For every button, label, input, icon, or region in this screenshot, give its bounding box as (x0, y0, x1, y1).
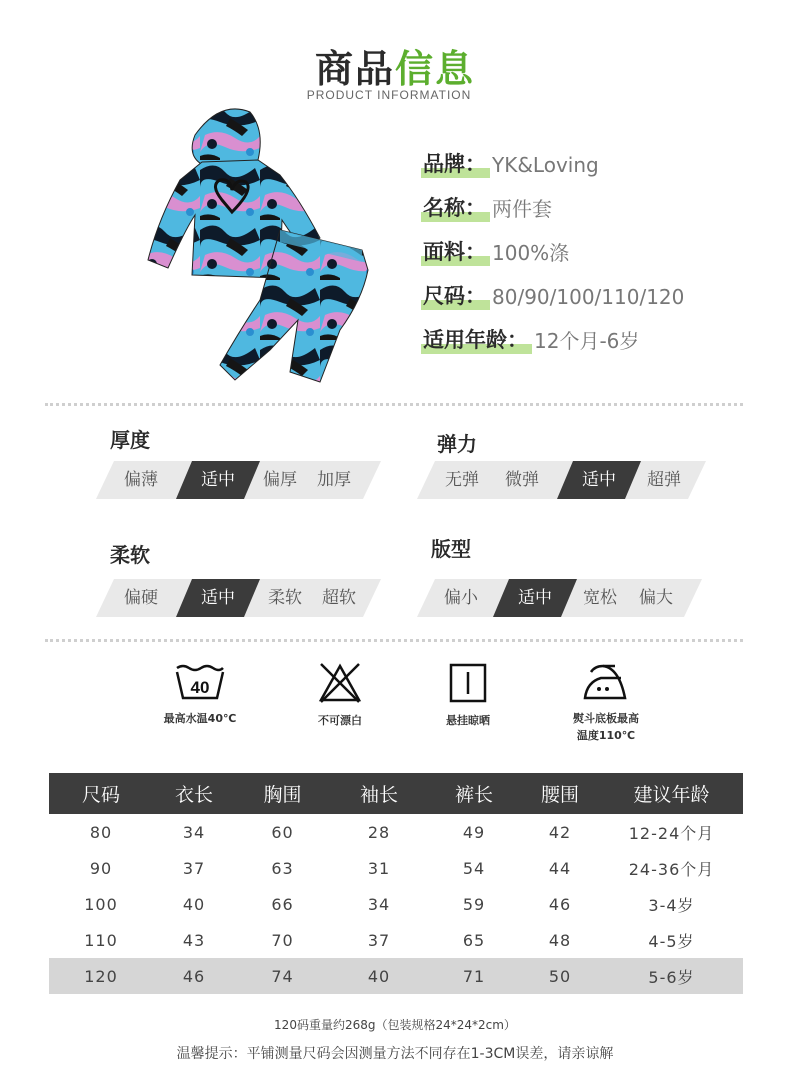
page-title (0, 38, 790, 93)
scale-option: 无弹 (445, 470, 479, 490)
scale-option: 宽松 (583, 588, 617, 608)
care-label: 不可漂白 (318, 714, 362, 727)
table-cell: 70 (271, 930, 294, 950)
page-subtitle: PRODUCT INFORMATION (306, 88, 472, 102)
attr-title-fit (431, 533, 471, 562)
table-cell: 4-5岁 (648, 931, 695, 951)
table-header-row (49, 773, 743, 814)
table-row (49, 850, 743, 886)
attr-title-text: 版型 (431, 537, 471, 561)
care-label-line: 熨斗底板最高 (573, 712, 639, 725)
info-row-fabric (423, 236, 684, 280)
table-cell: 43 (182, 930, 206, 950)
attr-title-thickness (110, 424, 150, 453)
scale-option-selected: 适中 (201, 470, 235, 490)
table-cell: 90 (89, 858, 113, 878)
table-cell: 37 (182, 858, 206, 878)
info-row-brand (423, 148, 684, 192)
dotted-divider (45, 403, 743, 406)
scale-option: 超软 (322, 588, 356, 608)
care-iron (556, 662, 656, 744)
table-cell: 3-4岁 (648, 895, 695, 915)
info-row-name (423, 192, 684, 236)
scale-option: 偏大 (639, 588, 673, 608)
table-cell: 37 (367, 930, 391, 950)
scale-option-selected: 适中 (582, 470, 616, 490)
table-cell: 31 (367, 858, 391, 878)
attr-title-text: 柔软 (110, 543, 150, 567)
care-hang-dry (428, 662, 508, 729)
info-label: 面料： (423, 236, 486, 268)
table-cell: 42 (548, 822, 572, 842)
attr-title-softness (110, 539, 150, 568)
scale-option: 偏厚 (263, 470, 297, 490)
wash-temp-text: 40 (190, 678, 210, 697)
attr-title-text: 弹力 (437, 432, 477, 456)
info-value: YK&Loving (492, 153, 599, 177)
column-header: 胸围 (235, 773, 330, 814)
table-cell: 24-36个月 (628, 859, 715, 879)
table-cell: 40 (330, 958, 428, 994)
info-row-sizes (423, 280, 684, 324)
table-cell: 60 (271, 822, 294, 842)
table-cell: 12-24个月 (628, 823, 715, 843)
table-cell: 54 (462, 858, 486, 878)
tie-dye-hoodie-and-pants-picture (140, 100, 380, 395)
table-cell: 120 (49, 958, 153, 994)
care-label: 最高水温40℃ (163, 712, 237, 725)
table-cell: 110 (84, 930, 118, 950)
title-main: 商品 (314, 47, 395, 91)
measurement-tip: 温馨提示：平铺测量尺码会因测量方法不同存在1-3CM误差，请亲谅解 (176, 1046, 614, 1062)
table-cell: 71 (428, 958, 520, 994)
info-value: 100%涤 (492, 241, 570, 265)
attr-title-elasticity (437, 428, 477, 457)
scale-option: 加厚 (317, 470, 351, 490)
info-value: 80/90/100/110/120 (492, 285, 685, 309)
care-no-bleach (300, 662, 380, 729)
elasticity-scale (417, 461, 706, 499)
scale-option-selected: 适中 (201, 588, 235, 608)
fit-scale (417, 579, 702, 617)
info-label: 尺码： (423, 280, 486, 312)
column-header: 腰围 (520, 773, 600, 814)
table-cell: 44 (548, 858, 572, 878)
attr-title-text: 厚度 (110, 428, 150, 452)
table-cell: 100 (84, 894, 118, 914)
info-label: 品牌： (423, 148, 486, 180)
info-value: 两件套 (492, 197, 552, 221)
column-header: 裤长 (428, 773, 520, 814)
table-row (49, 922, 743, 958)
table-row-highlighted (49, 958, 743, 994)
table-cell: 65 (462, 930, 486, 950)
care-label-line: 温度110℃ (576, 729, 636, 742)
care-label: 悬挂晾晒 (446, 714, 490, 727)
product-info-list (423, 148, 684, 368)
weight-note: 120码重量约268g（包装规格24*24*2cm） (274, 1018, 516, 1032)
no-bleach-icon (317, 662, 363, 704)
scale-option: 超弹 (647, 470, 681, 490)
table-cell: 34 (182, 822, 206, 842)
table-cell: 63 (271, 858, 294, 878)
column-header: 衣长 (153, 773, 235, 814)
scale-option-selected: 适中 (518, 588, 552, 608)
table-cell: 46 (548, 894, 572, 914)
thickness-scale (96, 461, 381, 499)
column-header: 尺码 (49, 773, 153, 814)
scale-option: 微弹 (505, 470, 539, 490)
table-cell: 59 (462, 894, 486, 914)
title-accent: 信息 (395, 47, 476, 91)
table-cell: 40 (182, 894, 206, 914)
hang-dry-icon (447, 662, 489, 704)
column-header: 袖长 (330, 773, 428, 814)
table-cell: 28 (367, 822, 391, 842)
iron-icon (581, 662, 631, 702)
info-label: 适用年龄： (423, 324, 528, 356)
softness-scale (96, 579, 381, 617)
table-cell: 66 (271, 894, 294, 914)
table-row (49, 886, 743, 922)
table-cell: 74 (235, 958, 330, 994)
dotted-divider (45, 639, 743, 642)
size-table (49, 773, 743, 994)
table-cell: 34 (367, 894, 391, 914)
care-label (556, 710, 656, 744)
table-cell: 49 (462, 822, 486, 842)
info-value: 12个月-6岁 (534, 329, 640, 353)
table-cell: 46 (153, 958, 235, 994)
scale-option: 偏薄 (124, 470, 158, 490)
table-cell: 5-6岁 (600, 958, 743, 994)
info-label: 名称： (423, 192, 486, 224)
table-row (49, 814, 743, 850)
scale-option: 偏硬 (124, 588, 158, 608)
wash-40-icon (174, 662, 226, 702)
table-cell: 50 (520, 958, 600, 994)
table-cell: 48 (548, 930, 572, 950)
scale-option: 柔软 (268, 588, 302, 608)
scale-option: 偏小 (444, 588, 478, 608)
info-row-age (423, 324, 684, 368)
column-header: 建议年龄 (600, 773, 743, 814)
care-wash (152, 662, 248, 727)
table-cell: 80 (89, 822, 113, 842)
